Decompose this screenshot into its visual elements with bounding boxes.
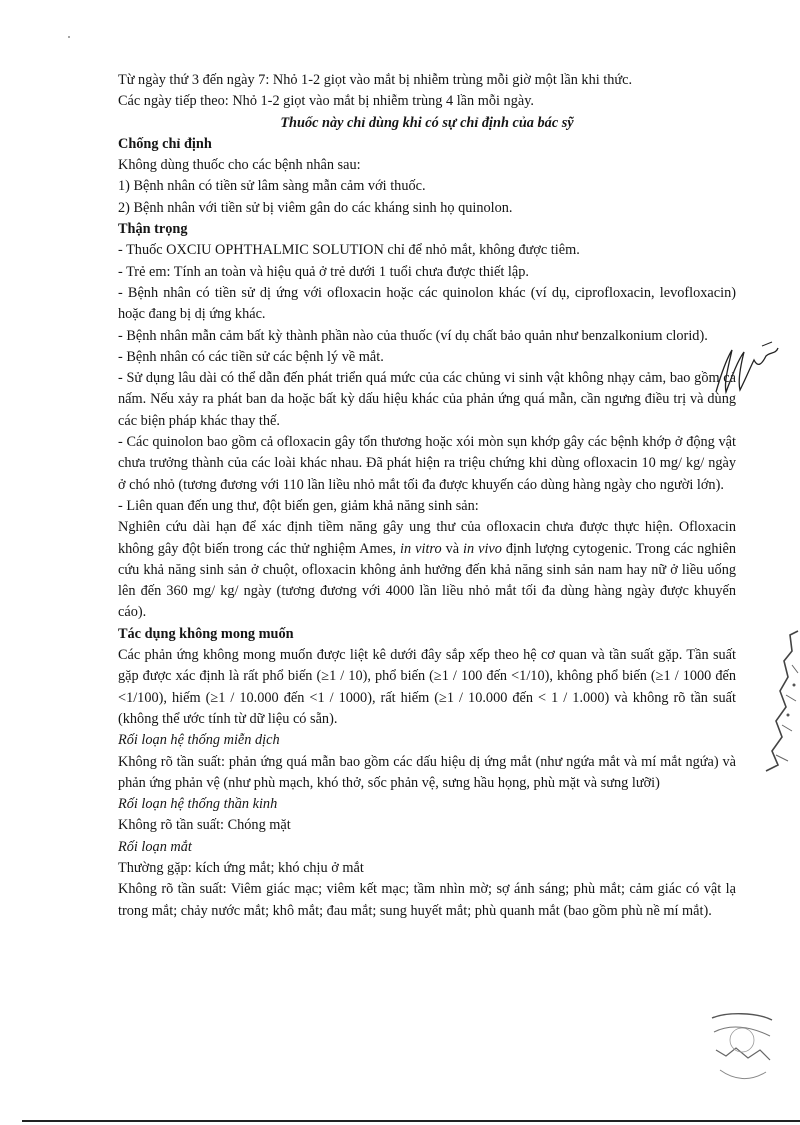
centered-note: Thuốc này chỉ dùng khi có sự chỉ định của bác sỹ	[280, 114, 574, 131]
text-run: in vivo	[463, 540, 502, 557]
paragraph: - Bệnh nhân có các tiền sử các bệnh lý về mắt.	[118, 348, 384, 365]
paragraph: - Bệnh nhân mẫn cảm bất kỳ thành phần nào của thuốc (ví dụ chất bảo quản như benzalkonium clorid).	[118, 327, 708, 344]
subsection-heading: Rối loạn mắt	[118, 838, 192, 855]
paragraph: Không rõ tần suất: Chóng mặt	[118, 817, 291, 834]
scan-speck	[68, 36, 70, 38]
paragraph: Các phản ứng không mong muốn được liệt kê dưới đây sắp xếp theo hệ cơ quan và tần suất gặp. Tần suất gặp được xác định là rất phổ biến (≥1 / 10), phổ biến (≥1 / 100 đến <1/10), không phổ biến (≥1 / 1000 đến <1/100), hiếm (≥1 / 10.000 đến <1 / 1000), rất hiếm (≥1 / 10.000 đến < 1 / 1.000) và không rõ tần suất (không thể ước tính từ dữ liệu có sẵn).	[118, 647, 736, 727]
text-run: Nghiên cứu dài hạn để xác định tiềm năng gây ung thư của ofloxacin chưa được thực hiện. Ofloxacin không gây đột biến trong các thử nghiệm Ames,	[118, 519, 736, 557]
paragraph: Không rõ tần suất: phản ứng quá mẫn bao gồm các dấu hiệu dị ứng mắt (như ngứa mắt và mí mắt ngứa) và phản ứng phản vệ (như phù mạch, khó thở, sốc phản vệ, sưng hầu họng, phù mặt và sưng lưỡi)	[118, 753, 736, 791]
text-run: in vitro	[400, 540, 442, 557]
paragraph: 1) Bệnh nhân có tiền sử lâm sàng mẫn cảm với thuốc.	[118, 178, 426, 195]
paragraph: Các ngày tiếp theo: Nhỏ 1-2 giọt vào mắt bị nhiễm trùng 4 lần mỗi ngày.	[118, 93, 534, 110]
paragraph: - Trẻ em: Tính an toàn và hiệu quả ở trẻ dưới 1 tuổi chưa được thiết lập.	[118, 263, 529, 280]
paragraph: - Bệnh nhân có tiền sử dị ứng với ofloxacin hoặc các quinolon khác (ví dụ, ciprofloxacin, levofloxacin) hoặc đang bị dị ứng khác.	[118, 284, 736, 323]
paragraph: 2) Bệnh nhân với tiền sử bị viêm gân do các kháng sinh họ quinolon.	[118, 199, 513, 216]
paragraph: - Liên quan đến ung thư, đột biến gen, giảm khả năng sinh sản:	[118, 497, 479, 514]
document-body	[118, 70, 736, 922]
paragraph: Không rõ tần suất: Viêm giác mạc; viêm kết mạc; tầm nhìn mờ; sợ ánh sáng; phù mắt; cảm giác có vật lạ trong mắt; chảy nước mắt; khô mắt; đau mắt; sung huyết mắt; phù quanh mắt (bao gồm phù nề mí mắt).	[118, 881, 736, 919]
paragraph: - Các quinolon bao gồm cả ofloxacin gây tổn thương hoặc xói mòn sụn khớp gây các bệnh khớp ở động vật chưa trưởng thành của các loài khác nhau. Đã phát hiện ra triệu chứng khi dùng ofloxacin 10 mg/ kg/ ngày ở chó nhỏ (tương đương với 110 lần liều nhỏ mắt tối đa được khuyến cáo dùng hàng ngày cho người lớn).	[118, 434, 736, 493]
stamp-fragment-bottom	[706, 1010, 776, 1090]
paragraph: Không dùng thuốc cho các bệnh nhân sau:	[118, 157, 361, 174]
section-heading: Chống chỉ định	[118, 135, 212, 152]
paragraph: Thường gặp: kích ứng mắt; khó chịu ở mắt	[118, 859, 364, 876]
text-run: định lượng cytogenic. Trong các nghiên cứu khả năng sinh sản ở chuột, ofloxacin không ảnh hưởng đến khả năng sinh sản nam hay nữ ở liều uống lên đến 360 mg/ kg/ ngày (tương đương với 4000 lần liều nhỏ mắt tối đa dùng hàng ngày được khuyến cáo).	[118, 540, 736, 621]
text-run: và	[441, 540, 464, 557]
stamp-fragment-right	[762, 625, 800, 775]
paragraph	[118, 517, 736, 623]
handwritten-signature	[706, 338, 780, 398]
section-heading: Tác dụng không mong muốn	[118, 625, 294, 642]
subsection-heading: Rối loạn hệ thống miễn dịch	[118, 732, 280, 749]
subsection-heading: Rối loạn hệ thống thần kinh	[118, 796, 278, 813]
paragraph: Từ ngày thứ 3 đến ngày 7: Nhỏ 1-2 giọt vào mắt bị nhiễm trùng mỗi giờ một lần khi thức.	[118, 72, 633, 88]
section-heading: Thận trọng	[118, 221, 188, 238]
paragraph: - Sử dụng lâu dài có thể dẫn đến phát triển quá mức của các chủng vi sinh vật không nhạy cảm, bao gồm cả nấm. Nếu xảy ra phát ban da hoặc bất kỳ dấu hiệu khác của phản ứng quá mẫn, cần ngưng điều trị và dùng các biện pháp khác thay thế.	[118, 370, 736, 429]
footer-rule	[22, 1120, 800, 1122]
paragraph: - Thuốc OXCIU OPHTHALMIC SOLUTION chỉ để nhỏ mắt, không được tiêm.	[118, 242, 580, 259]
